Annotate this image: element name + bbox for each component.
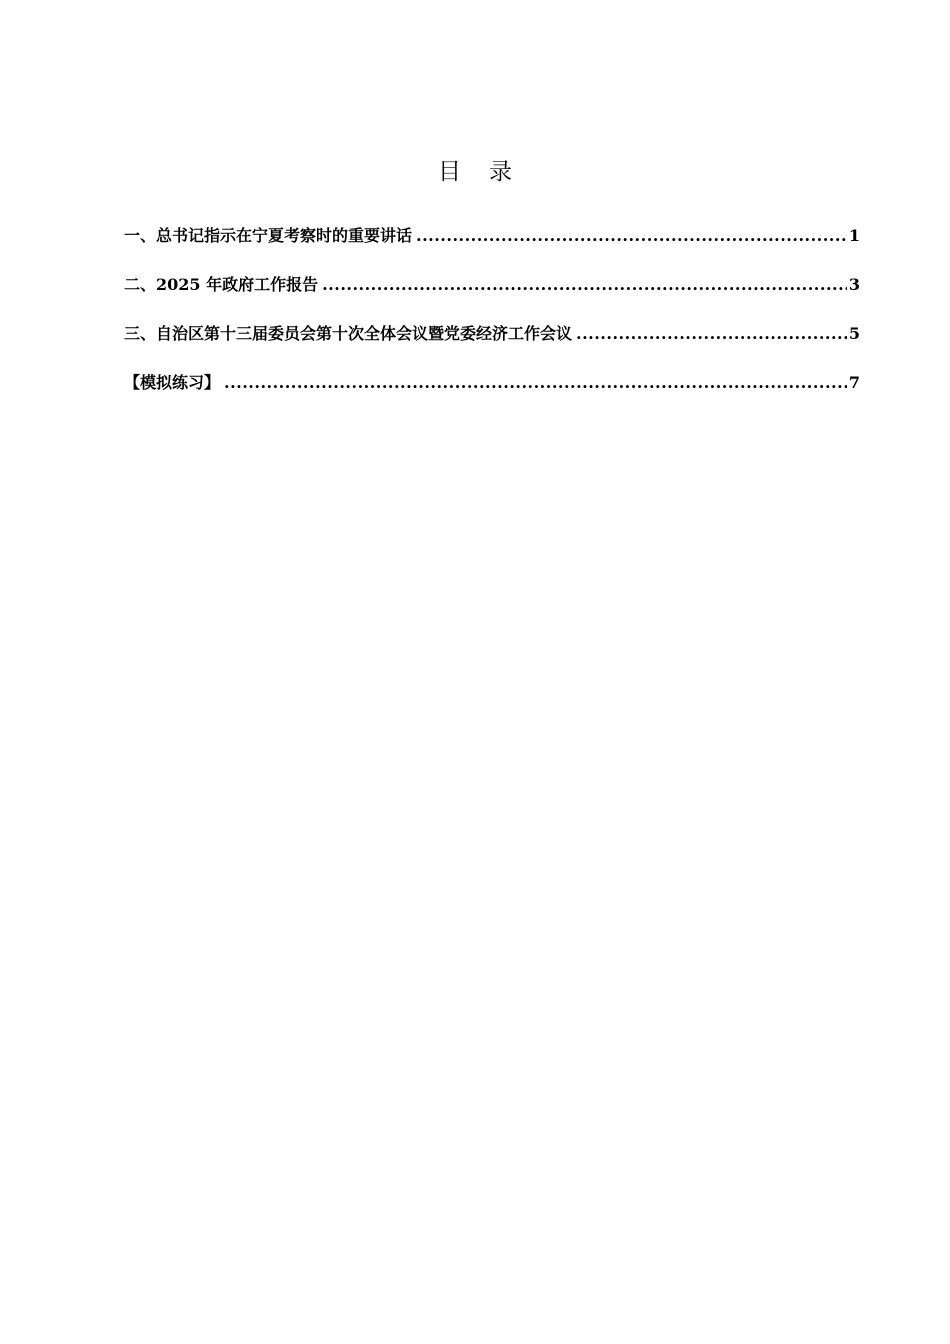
toc-entry-page: 3 xyxy=(848,275,860,294)
toc-title xyxy=(0,154,950,190)
toc-entry-2[interactable] xyxy=(124,271,860,320)
toc-entry-3[interactable] xyxy=(124,320,860,369)
toc-dot-leader xyxy=(576,320,847,348)
toc-dot-leader xyxy=(224,369,847,397)
toc-title-char-1: 目 xyxy=(438,159,461,185)
toc-entry-page: 5 xyxy=(848,324,860,343)
toc-title-char-2: 录 xyxy=(489,159,512,185)
toc-entry-1[interactable] xyxy=(124,222,860,271)
toc-dot-leader xyxy=(416,222,847,250)
toc-entry-page: 7 xyxy=(848,373,860,392)
toc-entry-text: 一、总书记指示在宁夏考察时的重要讲话 xyxy=(124,226,413,245)
toc-entry-page: 1 xyxy=(848,226,860,245)
toc-entry-text: 二、2025 年政府工作报告 xyxy=(124,275,319,294)
toc-entry-4[interactable] xyxy=(124,369,860,418)
toc-list xyxy=(124,222,860,418)
toc-entry-text: 三、自治区第十三届委员会第十次全体会议暨党委经济工作会议 xyxy=(124,324,573,343)
toc-dot-leader xyxy=(322,271,847,299)
toc-entry-text: 【模拟练习】 xyxy=(124,373,221,392)
